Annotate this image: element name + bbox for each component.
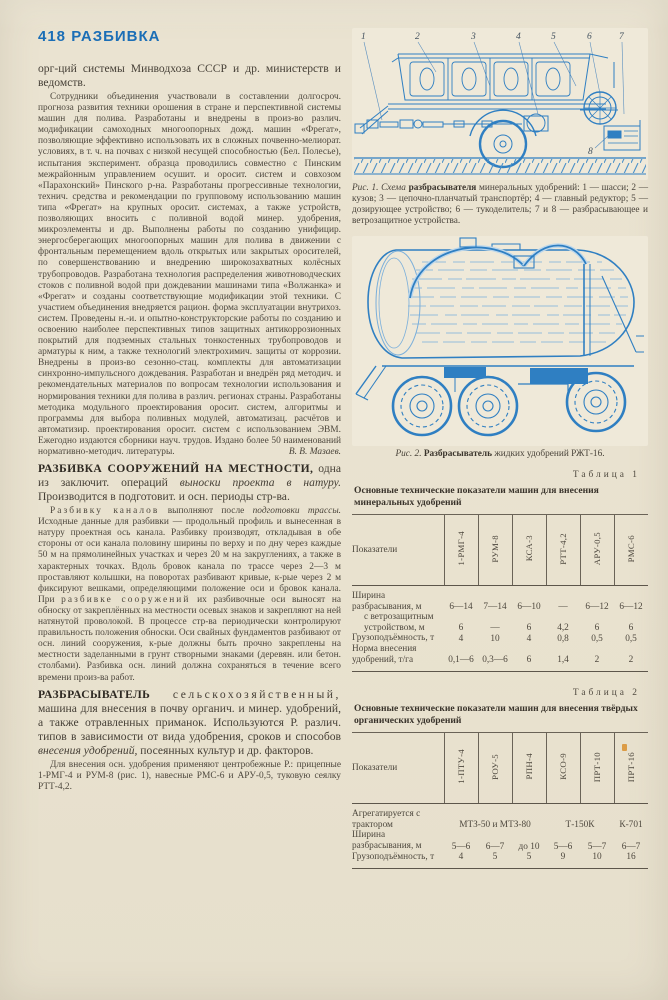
entry-razbrasyvatel bbox=[38, 688, 341, 758]
cell-value: 5—7 bbox=[587, 841, 607, 852]
body-text: Исходные данные для разбивки — продольный профиль и вынесенная в натуру проектная ось канала. Разбивку производят, откладывая в обе стороны от оси канала половину ширины по верху и по дну через каждые 50 м на прямолинейных участках и через 20 м на закруглениях, а также в характерных точках. Вдоль бровок канала по трассе через 2—3 м проставляют колышки, на поворотах разбивают кривые, к-рые через 2 м фиксируют вешками, определяющими положение оси и бровок канала. При bbox=[38, 517, 341, 605]
running-head: 418 РАЗБИВКА bbox=[38, 28, 161, 45]
row-label: Ширина разбрасывания, м bbox=[352, 830, 422, 851]
table1-mineral-spreaders bbox=[352, 514, 648, 672]
cell-value: 5—6 bbox=[553, 841, 573, 852]
row-label: Агрегатируется с трактором bbox=[352, 809, 421, 830]
cell-value: 0,3—6 bbox=[478, 644, 512, 672]
entry-lead-italic: внесения удобрений, bbox=[38, 743, 138, 757]
cell-value: 4 bbox=[444, 852, 478, 869]
caption-keyword: Разбрасыватель bbox=[423, 449, 493, 459]
entry-razbivka-sooruzheniy bbox=[38, 462, 341, 504]
indicator-header: Показатели bbox=[352, 733, 444, 804]
cell-value: — bbox=[558, 602, 568, 613]
table2-title: Основные технические показатели машин для внесения твёрдых органических удобрений bbox=[354, 703, 638, 726]
cell-value: 10 bbox=[580, 852, 614, 869]
table2-organic-spreaders bbox=[352, 732, 648, 869]
machine-header bbox=[546, 515, 580, 586]
machine-header bbox=[512, 515, 546, 586]
cell-value: 16 bbox=[614, 852, 648, 869]
cell-value: 5—6 bbox=[451, 841, 471, 852]
cell-value: 6 bbox=[526, 623, 532, 634]
cell-value: К-701 bbox=[619, 820, 643, 831]
body-text: выполняют после bbox=[167, 506, 245, 517]
row-label: Грузоподъёмность, т bbox=[352, 852, 444, 869]
cell-value: 2 bbox=[614, 644, 648, 672]
machine-header bbox=[512, 733, 546, 804]
figure1-caption bbox=[352, 183, 648, 227]
table-row bbox=[352, 612, 648, 633]
machine-header bbox=[478, 733, 512, 804]
print-artifact bbox=[622, 744, 627, 751]
cell-value: 4 bbox=[458, 633, 464, 644]
machine-header bbox=[478, 515, 512, 586]
paragraph-activity bbox=[38, 92, 341, 458]
table-row bbox=[352, 804, 648, 831]
body-text: Для внесения осн. удобрения применяют центробежные Р.: прицепные 1-РМГ-4 и РУМ-8 (рис. 1), навесные РМС-6 и АРУ-0,5, туковую сеялку РТТ-4,2. bbox=[38, 759, 341, 792]
cell-value: 7—14 bbox=[483, 602, 507, 613]
figure1-spreader-schematic bbox=[352, 28, 648, 180]
table-row bbox=[352, 852, 648, 869]
cell-value: 0,1—6 bbox=[444, 644, 478, 672]
entry-lead-italic: выноски проекта в натуру. bbox=[179, 476, 342, 490]
figure1-callout-4: 4 bbox=[516, 32, 521, 42]
italic-term: подготовки трассы. bbox=[252, 506, 342, 517]
table-row bbox=[352, 830, 648, 851]
entry-razbrasyvatel-body bbox=[38, 760, 341, 793]
cell-value: Т-150К bbox=[565, 820, 595, 831]
row-label: Грузоподъёмность, т bbox=[352, 633, 435, 644]
paragraph-text: орг-ций системы Минводхоза СССР и др. министерств и ведомств. bbox=[38, 62, 341, 89]
entry-headword: РАЗБИВКА СООРУЖЕНИЙ НА МЕСТНОСТИ, bbox=[38, 462, 314, 476]
left-text-column bbox=[38, 62, 341, 793]
entry-lead: Производится в подготовит. и осн. периоды стр-ва. bbox=[38, 490, 290, 504]
cell-value: 0,5 bbox=[625, 633, 637, 644]
cell-value: 6 bbox=[594, 623, 600, 634]
figure1-callout-6: 6 bbox=[587, 32, 592, 42]
figure2-tanker bbox=[352, 236, 648, 446]
caption-text: минеральных удобрений: 1 — шасси; 2 — кузов; 3 — цепочно-планчатый транспортёр; 4 — главный редуктор; 5 — дозирующее устройство; 6 — тукоделитель; 7 и 8 — разбрасывающее и ветрозащитное устройства. bbox=[352, 183, 649, 226]
cell-value: 5 bbox=[512, 852, 546, 869]
row-label: с ветрозащитным устройством, м bbox=[364, 612, 434, 633]
cell-value: 6 bbox=[458, 623, 464, 634]
entry-headword: РАЗБРАСЫВАТЕЛЬ bbox=[38, 687, 151, 701]
cell-value: 1,4 bbox=[546, 644, 580, 672]
tanker-drawing bbox=[352, 236, 648, 446]
machine-name: РПН-4 bbox=[524, 753, 534, 780]
cell-value: до 10 bbox=[518, 841, 540, 852]
spaced-term: разбивке сооружений bbox=[61, 594, 191, 605]
caption-prefix: Рис. 2. bbox=[395, 449, 422, 459]
machine-name: РМС-6 bbox=[626, 534, 637, 563]
cell-value: 0,5 bbox=[591, 633, 603, 644]
table1-title: Основные технические показатели машин для внесения минеральных удобрений bbox=[354, 485, 599, 508]
body-text: их разбивочные оси выносят на обноску от закреплённых на местности осевых знаков и закрепляют на ней натянутой проволокой. В процессе стр-ва периодически контролируют правильность положения обноски. Оси свайных фундаментов разбивают от осн. линий сооружения, к-рые должны быть прочно закреплены на местности заделанными в грунт створными знаками (деревян. или бетон. столбами). Разбивка осн. линий должна сохраняться в течение всего времени произ-ва работ. bbox=[38, 594, 342, 683]
table-header-row bbox=[352, 733, 648, 804]
row-label: Ширина разбрасывания, м bbox=[352, 591, 422, 612]
cell-value: 6—7 bbox=[621, 841, 641, 852]
cell-value: 4 bbox=[526, 633, 532, 644]
machine-name: РУМ-8 bbox=[490, 534, 500, 563]
figure1-callout-3: 3 bbox=[471, 32, 476, 42]
machine-header bbox=[444, 733, 478, 804]
machine-header bbox=[444, 515, 478, 586]
author-signature: В. В. Мазаев. bbox=[288, 447, 341, 457]
machine-name: ПРТ-16 bbox=[626, 751, 637, 782]
cell-value: 2 bbox=[580, 644, 614, 672]
cell-value: 0,8 bbox=[557, 633, 569, 644]
entry-headword-qualifier: сельскохозяйственный, bbox=[172, 687, 341, 701]
cell-value: 6—10 bbox=[517, 602, 541, 613]
cell-value: 10 bbox=[490, 633, 500, 644]
indicator-header: Показатели bbox=[352, 515, 444, 586]
cell-value: МТЗ-50 и МТЗ-80 bbox=[459, 820, 531, 831]
paragraph-text: Сотрудники объединения участвовали в составлении долгосроч. прогноза развития техники орошения в стране и перспективной системы машин для полива. Разработаны и внедрены в произ-во различ. модификации самоходных многоопорных дожд. машин «Фрегат», позволяющие эффективно использовать их в сложных почвенно-мелиорат. условиях, в т. ч. на почвах с низкой несущей способностью (Бел. Полесье), испытания эксперимент. образца проводились совместно с Пинским межрайонным управлением осушит. и оросит. систем и совхозом «Парахонский» Пинского р-на. Разработаны прогрессивные технологии, технич. средства и рекомендации по групповому использованию машин типа «Фрегат» на крупных оросит. системах, а также устройств, позволяющих вносить с поливной водой минер. удобрения, микроэлементы и др. Выполнены работы по созданию унифицир. энергосберегающих многоопорных машин для полива в движении с фронтальным перемещением вдоль открытых или закрытых оросителей, по совершенствованию и внедрению широкозахватных колёсных трубопроводов. Разработана технология распределения животноводческих стоков с поливной водой при дождевании машинами типа «Волжанка» и «Фрегат» и созданы соответствующие модификации этой техники. С участием объединения внедряется рацион. форма эксплуатации внутрихоз. систем. Проведены н.-и. и опытно-конструкторские работы по созданию и освоению наиболее перспективных типов защитных антикоррозионных покрытий для подземных стальных тонкостенных трубопроводов и арматуры к ним, а также технологий электрохимич. защиты от коррозии. Внедрены в произ-во сезонно-стац. комплекты для автоматизации синхронно-импульсного дождевания. Разработан и внедрён ряд методич. и рекомендательных материалов по вопросам технологии использования и нормирования техники для полива в различ. регионах страны. Разработаны методика модульного проектирования оросит. систем, алгоритмы и программы для выбора поливных модулей, автоматизац. расчётов и автоматизир. проектирования оросит. систем с использованием ЭВМ. Ежегодно издаются сборники науч. трудов. Издано более 50 наименований нормативно-методич. литературы. bbox=[38, 92, 341, 457]
machine-header bbox=[580, 733, 614, 804]
cell-value: 6—7 bbox=[485, 841, 505, 852]
caption-keyword: разбрасывателя bbox=[408, 183, 477, 193]
cell-value: 6—12 bbox=[619, 602, 643, 613]
entry-razbivka-body bbox=[38, 506, 341, 684]
figure1-callout-1: 1 bbox=[361, 32, 366, 42]
machine-name: КСА-3 bbox=[524, 535, 534, 562]
machine-name: РТТ-4,2 bbox=[558, 532, 568, 565]
table-row bbox=[352, 586, 648, 613]
spreader-schematic-drawing bbox=[352, 28, 648, 180]
cell-value: 9 bbox=[546, 852, 580, 869]
entry-lead: одна из заключит. операций bbox=[38, 462, 341, 490]
table-header-row bbox=[352, 515, 648, 586]
cell-value: 4,2 bbox=[557, 623, 569, 634]
machine-header bbox=[546, 733, 580, 804]
cell-value: 6—14 bbox=[449, 602, 473, 613]
figure1-callout-5: 5 bbox=[551, 32, 556, 42]
cell-value: 6 bbox=[628, 623, 634, 634]
table2-label: Таблица 2 bbox=[572, 688, 640, 699]
table-row bbox=[352, 633, 648, 644]
machine-name: ПРТ-10 bbox=[592, 751, 602, 782]
machine-header bbox=[614, 733, 648, 804]
paragraph-continuation bbox=[38, 62, 341, 90]
machine-name: РОУ-5 bbox=[490, 753, 500, 780]
machine-header bbox=[580, 515, 614, 586]
figure1-callout-2: 2 bbox=[415, 32, 420, 42]
entry-lead: машина для внесения в почву органич. и минер. удобрений, а также отравленных приманок. Используются Р. различ. типов в зависимости от вида удобрения, сроков и способов bbox=[38, 701, 341, 743]
row-label: Норма внесения удобрений, т/га bbox=[352, 644, 444, 672]
figure2-caption bbox=[352, 449, 648, 460]
caption-prefix: Рис. 1. Схема bbox=[352, 183, 406, 193]
machine-name: АРУ-0,5 bbox=[592, 531, 602, 566]
spaced-term: Разбивку каналов bbox=[50, 506, 160, 517]
machine-name: 1-РМГ-4 bbox=[456, 531, 466, 566]
right-column bbox=[352, 28, 648, 869]
cell-value: 5 bbox=[478, 852, 512, 869]
machine-name: 1-ПТУ-4 bbox=[456, 749, 466, 785]
caption-text: жидких удобрений РЖТ-16. bbox=[494, 449, 605, 459]
cell-value: 6—12 bbox=[585, 602, 609, 613]
cell-value: 6 bbox=[512, 644, 546, 672]
entry-lead: посеянных культур и др. факторов. bbox=[140, 743, 314, 757]
table-row bbox=[352, 644, 648, 672]
machine-name: КСО-9 bbox=[558, 753, 568, 780]
figure1-callout-7: 7 bbox=[619, 32, 624, 42]
figure1-callout-8: 8 bbox=[588, 147, 593, 157]
table1-label: Таблица 1 bbox=[572, 470, 640, 480]
machine-header bbox=[614, 515, 648, 586]
cell-value: — bbox=[490, 623, 500, 634]
